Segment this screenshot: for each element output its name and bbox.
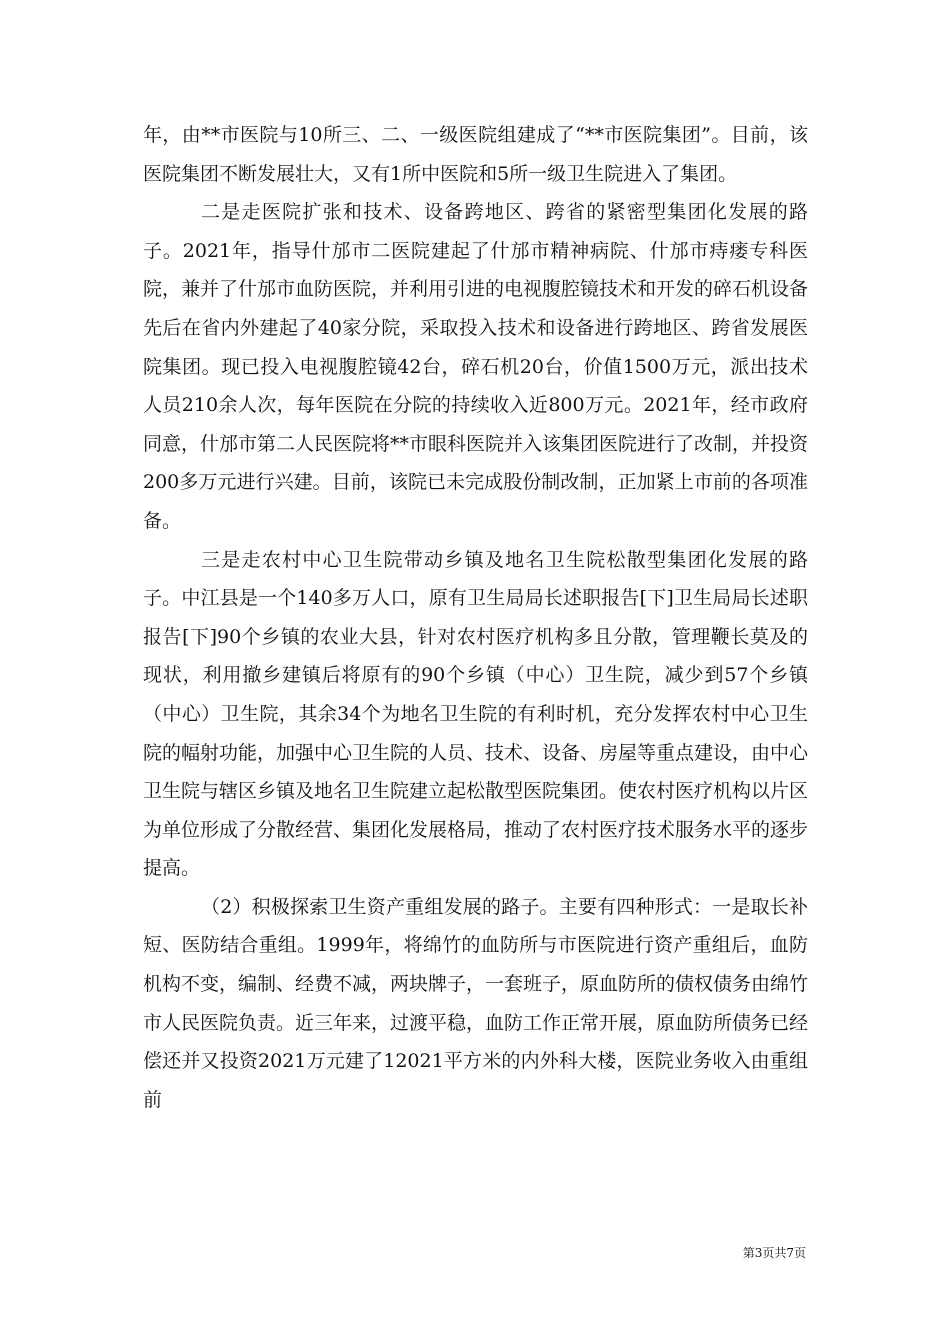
paragraph-asset-restructuring: （2）积极探索卫生资产重组发展的路子。主要有四种形式：一是取长补短、医防结合重组。1999年，将绵竹的血防所与市医院进行资产重组后，血防机构不变，编制、经费不减，两块牌子，一套班子，原血防所的债权债务由绵竹市人民医院负责。近三年来，过渡平稳，血防工作正常开展，原血防所债务已经偿还并又投资2021万元建了12021平方米的内外科大楼，医院业务收入由重组前 <box>143 895 809 1111</box>
paragraph-continuation: 年，由**市医院与10所三、二、一级医院组建成了“**市医院集团”。目前，该医院集团不断发展壮大，又有1所中医院和5所一级卫生院进入了集团。 <box>143 124 808 185</box>
document-body <box>143 116 808 1119</box>
paragraph-third-path: 三是走农村中心卫生院带动乡镇及地名卫生院松散型集团化发展的路子。中江县是一个140多万人口，原有卫生局局长述职报告[下]卫生局局长述职报告[下]90个乡镇的农业大县，针对农村医疗机构多且分散，管理鞭长莫及的现状，利用撤乡建镇后将原有的90个乡镇（中心）卫生院，减少到57个乡镇（中心）卫生院，其余34个为地名卫生院的有利时机，充分发挥农村中心卫生院的幅射功能，加强中心卫生院的人员、技术、设备、房屋等重点建设，由中心卫生院与辖区乡镇及地名卫生院建立起松散型医院集团。使农村医疗机构以片区为单位形成了分散经营、集团化发展格局，推动了农村医疗技术服务水平的逐步提高。 <box>143 548 809 880</box>
paragraph-second-path: 二是走医院扩张和技术、设备跨地区、跨省的紧密型集团化发展的路子。2021年，指导什邡市二医院建起了什邡市精神病院、什邡市痔瘘专科医院，兼并了什邡市血防医院，并利用引进的电视腹腔镜技术和开发的碎石机设备先后在省内外建起了40家分院，采取投入技术和设备进行跨地区、跨省发展医院集团。现已投入电视腹腔镜42台，碎石机20台，价值1500万元，派出技术人员210余人次，每年医院在分院的持续收入近800万元。2021年，经市政府同意，什邡市第二人民医院将**市眼科医院并入该集团医院进行了改制，并投资200多万元进行兴建。目前，该院已未完成股份制改制，正加紧上市前的各项准备。 <box>143 201 809 532</box>
page-number: 第3页共7页 <box>742 1246 806 1260</box>
